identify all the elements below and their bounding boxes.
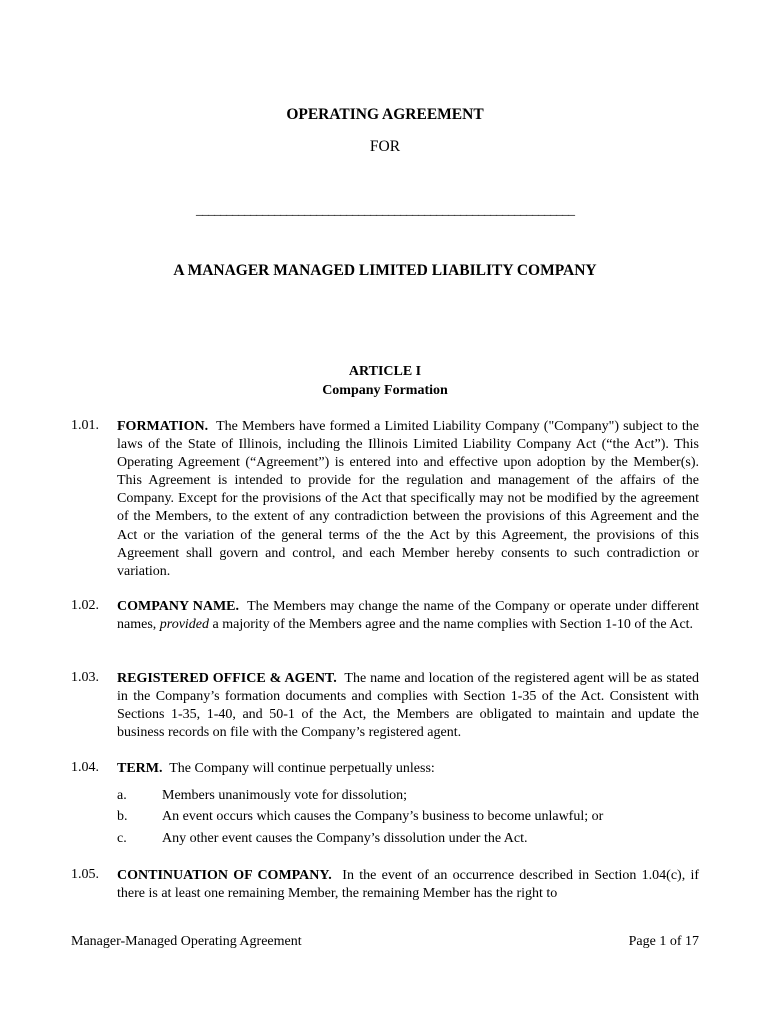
section-number: 1.02. xyxy=(71,598,99,613)
document-for: FOR xyxy=(369,138,401,155)
list-item-marker: a. xyxy=(117,788,127,803)
section-body xyxy=(117,670,699,742)
list-item-text: Members unanimously vote for dissolution; xyxy=(162,788,407,803)
section-body xyxy=(117,760,699,778)
section-heading: CONTINUATION OF COMPANY. xyxy=(117,868,332,883)
section-number: 1.03. xyxy=(71,670,99,685)
section-heading: COMPANY NAME. xyxy=(117,599,239,614)
section-text: The Members may change the name of the Company or operate under different names, xyxy=(117,599,700,633)
list-item-marker: b. xyxy=(117,809,128,824)
section-text: In the event of an occurrence described in Section 1.04(c), if there is at least one remaining Member, the remaining Member has the right to xyxy=(117,868,700,902)
section-text-italic: provided xyxy=(159,617,210,633)
section-body xyxy=(117,598,699,634)
list-item-text: An event occurs which causes the Company’s business to become unlawful; or xyxy=(162,809,604,824)
section-number: 1.05. xyxy=(71,867,99,882)
section-heading: FORMATION. xyxy=(117,419,209,434)
article-number: ARTICLE I xyxy=(348,364,422,379)
section-heading: REGISTERED OFFICE & AGENT. xyxy=(117,671,337,686)
article-name: Company Formation xyxy=(322,383,448,398)
section-text: The Company will continue perpetually unless: xyxy=(169,761,435,776)
section-text: The name and location of the registered agent will be as stated in the Company’s formation documents and complies with Section 1-35 of the Act. Consistent with Sections 1-35, 1-40, and 50-1 of the Act, the Members are obligated to maintain and update the business records on file with the Company’s registered agent. xyxy=(117,671,700,741)
list-item-text: Any other event causes the Company’s dissolution under the Act. xyxy=(162,831,528,846)
section-number: 1.04. xyxy=(71,760,99,775)
section-heading: TERM. xyxy=(117,761,163,776)
section-text: a majority of the Members agree and the name complies with Section 1-10 of the Act. xyxy=(212,617,694,633)
section-body xyxy=(117,867,699,903)
section-number: 1.01. xyxy=(71,418,99,433)
footer-document-name: Manager-Managed Operating Agreement xyxy=(71,934,302,949)
footer-page-number: Page 1 of 17 xyxy=(628,934,699,949)
section-body xyxy=(117,418,699,581)
company-name-blank-line: _______________________________________________________________ xyxy=(196,203,574,218)
section-text: The Members have formed a Limited Liability Company ("Company") subject to the laws of the State of Illinois, including the Illinois Limited Liability Company Act (“the Act”). This Operating Agreement (“Agreement”) is entered into and effective upon adoption by the Member(s). This Agreement is intended to provide for the regulation and management of the affairs of the Company. Except for the provisions of the Act that specifically may not be modified by the agreement of the Members, to the extent of any contradiction between the provisions of this Agreement and the Act or the variation of the general terms of the the Act by this Agreement, the provisions of this Agreement shall govern and control, and each Member hereby consents to such contradiction or variation. xyxy=(117,419,699,579)
document-subtitle: A MANAGER MANAGED LIMITED LIABILITY COMPANY xyxy=(173,262,597,279)
list-item-marker: c. xyxy=(117,831,127,846)
document-title: OPERATING AGREEMENT xyxy=(286,106,484,123)
